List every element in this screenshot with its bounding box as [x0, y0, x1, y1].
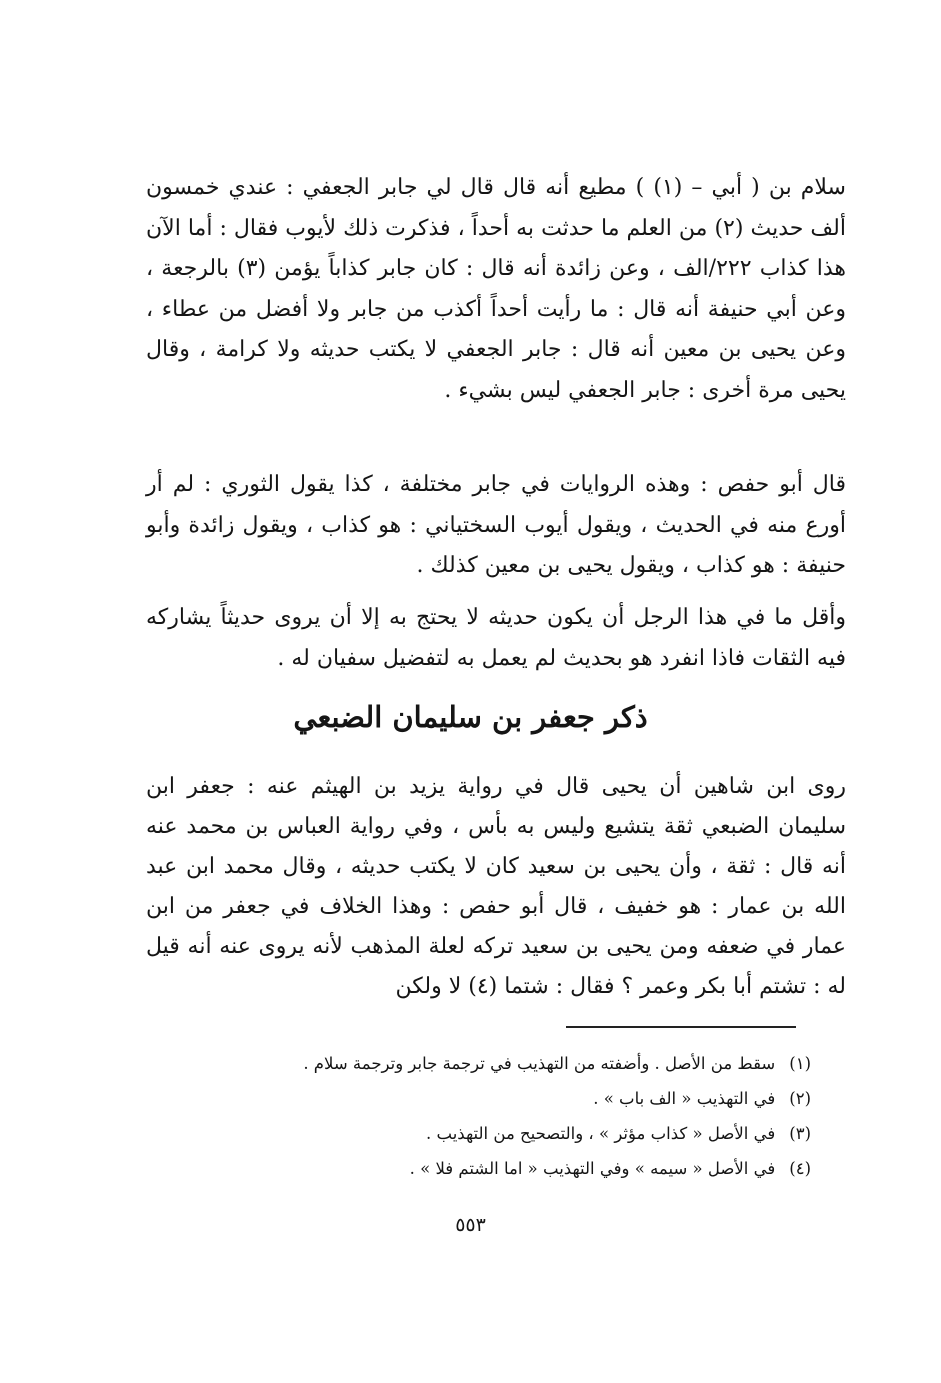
footnote-3: [151, 1116, 811, 1151]
footnote-text: سقط من الأصل . وأضفته من التهذيب في ترجمة جابر وترجمة سلام .: [303, 1054, 776, 1073]
section-heading: ذكر جعفر بن سليمان الضبعي: [293, 700, 648, 734]
paragraph-jabir-narrations: سلام بن ( أبي – (١) ) مطيع أنه قال قال لي جابر الجعفي : عندي خمسون ألف حديث (٢) من العلم ما حدثت به أحداً ، فذكرت ذلك لأيوب فقال : أما الآن هذا كذاب ٢٢٢/الف ، وعن زائدة أنه قال : كان جابر كذاباً يؤمن (٣) بالرجعة ، وعن أبي حنيفة أنه قال : ما رأيت أحداً أكذب من جابر ولا أفضل من عطاء ، وعن يحيى بن معين أنه قال : جابر الجعفي لا يكتب حديثه ولا كرامة ، وقال يحيى مرة أخرى : جابر الجعفي ليس بشيء .: [146, 175, 846, 403]
page-number: ٥٥٣: [455, 1214, 486, 1236]
footnote-number: (٢): [789, 1089, 811, 1108]
paragraph-jafar-section: روى ابن شاهين أن يحيى قال في رواية يزيد بن الهيثم عنه : جعفر ابن سليمان الضبعي ثقة يتشيع وليس به بأس ، وفي رواية العباس بن محمد عنه أنه قال : ثقة ، وأن يحيى بن سعيد كان لا يكتب حديثه ، وقال محمد ابن عبد الله بن عمار : هو خفيف ، قال أبو حفص : وهذا الخلاف في جعفر من ابن عمار في ضعفه ومن يحيى بن سعيد تركه لعلة المذهب لأنه يروى عنه أنه قيل له : تشتم أبا بكر وعمر ؟ فقال : شتما (٤) لا ولكن: [146, 774, 846, 999]
footnote-number: (٣): [789, 1124, 811, 1143]
footnotes: [151, 1046, 811, 1186]
footnote-divider: [566, 1026, 796, 1028]
footnote-text: في التهذيب « الف باب » .: [593, 1089, 776, 1108]
footnote-text: في الأصل « كذاب مؤثر » ، والتصحيح من التهذيب .: [426, 1124, 776, 1143]
footnote-text: في الأصل « سيمه » وفي التهذيب « اما الشتم فلا » .: [409, 1159, 776, 1178]
paragraph-jabir-conclusion: وأقل ما في هذا الرجل أن يكون حديثه لا يحتج به إلا أن يروى حديثاً يشاركه فيه الثقات فاذا انفرد هو بحديث لم يعمل به لتفضيل سفيان له .: [146, 605, 846, 671]
footnote-4: [151, 1151, 811, 1186]
paragraph-abu-hafs-comment: قال أبو حفص : وهذه الروايات في جابر مختلفة ، كذا يقول الثوري : لم أر أورع منه في الحديث ، ويقول أيوب السختياني : هو كذاب ، ويقول زائدة وأبو حنيفة : هو كذاب ، ويقول يحيى بن معين كذلك .: [146, 472, 846, 578]
footnote-number: (٤): [789, 1159, 811, 1178]
footnote-2: [151, 1081, 811, 1116]
footnote-number: (١): [789, 1054, 811, 1073]
footnote-1: [151, 1046, 811, 1081]
